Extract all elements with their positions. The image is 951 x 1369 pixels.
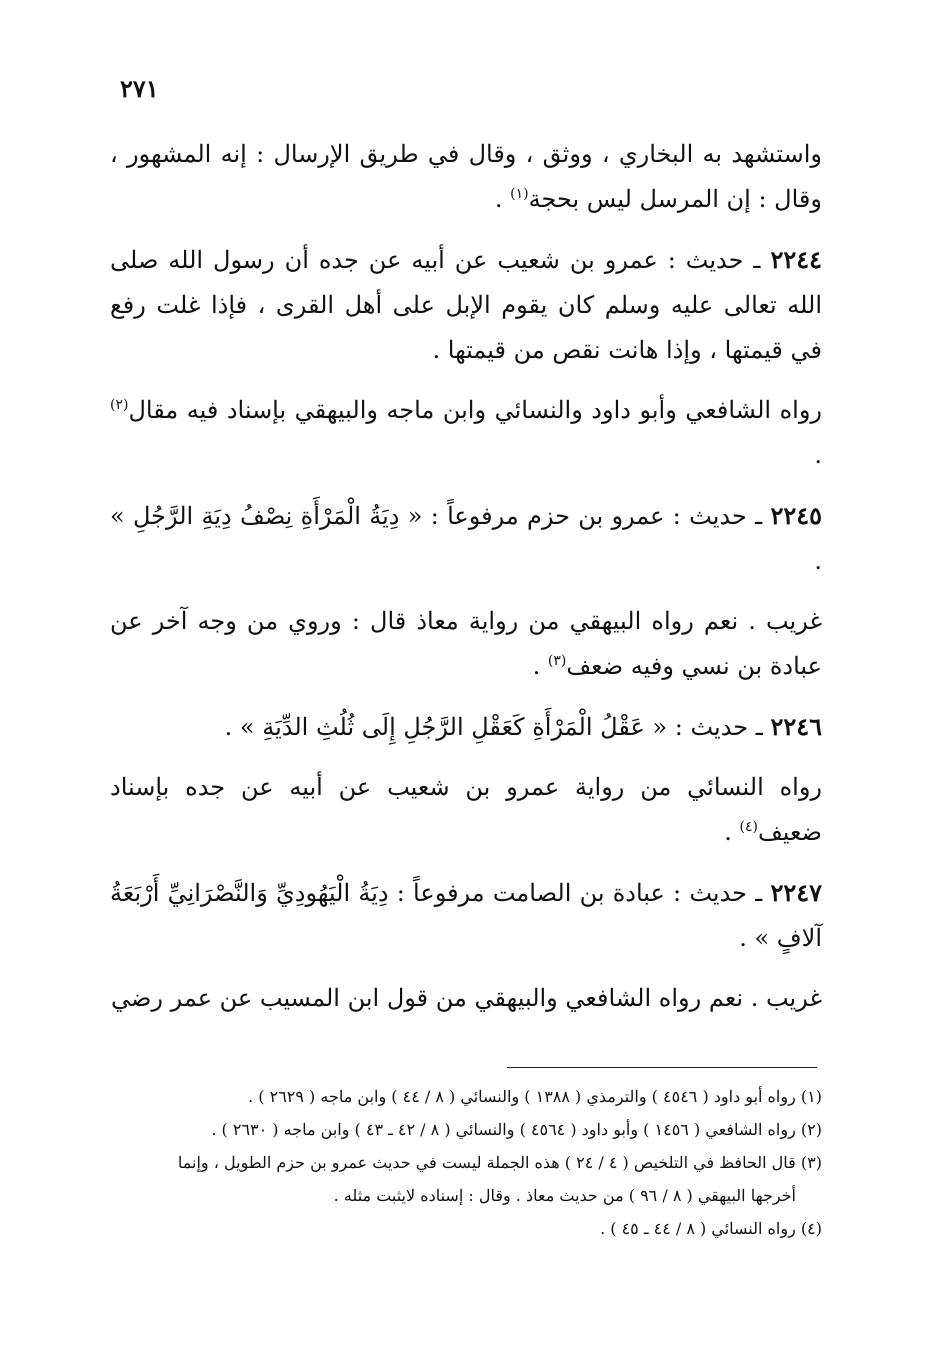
paragraph-text: رواه الشافعي وأبو داود والنسائي وابن ماجه والبيهقي بإسناد فيه مقال [128, 396, 822, 424]
paragraph-text: واستشهد به البخاري ، ووثق ، وقال في طريق الإرسال : إنه المشهور ، وقال : إن المرسل ليس بحجة [110, 140, 822, 213]
footnote-ref: (٣) [547, 653, 567, 669]
paragraph-text: ـ حديث : عمرو بن حزم مرفوعاً : « دِيَةُ الْمَرْأَةِ نِصْفُ دِيَةِ الرَّجُلِ » . [110, 502, 822, 575]
paragraph-commentary [110, 599, 822, 689]
hadith-number: ٢٢٤٧ [770, 878, 822, 907]
paragraph-text: رواه النسائي من رواية عمرو بن شعيب عن أبيه عن جده بإسناد ضعيف [110, 773, 822, 846]
footnote: (٣) قال الحافظ في التلخيص ( ٤ / ٢٤ ) هذه الجملة ليست في حديث عمرو بن حزم الطويل ، وإنما [177, 1153, 822, 1172]
paragraph-text: ـ حديث : عمرو بن شعيب عن أبيه عن جده أن رسول الله صلى الله تعالى عليه وسلم كان يقوم الإبل على أهل القرى ، فإذا غلت رفع في قيمتها ، وإذا هانت نقص من قيمتها . [110, 246, 822, 364]
paragraph-tail: . [814, 441, 822, 469]
paragraph-tail: . [532, 652, 548, 680]
paragraph-commentary [110, 765, 822, 855]
paragraph-text: غريب . نعم رواه البيهقي من رواية معاذ قال : وروي من وجه آخر عن عبادة بن نسي وفيه ضعف [110, 607, 822, 680]
footnote-continuation: أخرجها البيهقي ( ٨ / ٩٦ ) من حديث معاذ . وقال : إسناده لايثبت مثله . [333, 1186, 796, 1205]
footnote: (٢) رواه الشافعي ( ١٤٥٦ ) وأبو داود ( ٤٥٦٤ ) والنسائي ( ٨ / ٤٢ ـ ٤٣ ) وابن ماجه ( ٢٦٣٠ ) . [211, 1120, 822, 1139]
paragraph-text: غريب . نعم رواه الشافعي والبيهقي من قول ابن المسيب عن عمر رضي [110, 984, 822, 1012]
footnotes [110, 1080, 822, 1245]
paragraph-hadith [110, 704, 822, 750]
hadith-number: ٢٢٤٤ [770, 245, 822, 274]
footnote: (١) رواه أبو داود ( ٤٥٤٦ ) والترمذي ( ١٣٨٨ ) والنسائي ( ٨ / ٤٤ ) وابن ماجه ( ٢٦٢٩ ) . [248, 1087, 822, 1106]
paragraph-tail: . [724, 818, 740, 846]
book-page [110, 60, 822, 1350]
paragraph-tail: . [494, 185, 511, 213]
footnote-ref: (١) [510, 186, 529, 202]
paragraph-commentary [110, 132, 822, 222]
paragraph-hadith [110, 870, 822, 961]
footnote: (٤) رواه النسائي ( ٨ / ٤٤ ـ ٤٥ ) . [600, 1219, 822, 1238]
footnote-ref: (٤) [739, 819, 758, 835]
hadith-number: ٢٢٤٥ [770, 501, 822, 530]
main-text [110, 132, 822, 1036]
footnote-ref: (٢) [110, 397, 129, 413]
paragraph-hadith [110, 237, 822, 373]
paragraph-text: ـ حديث : عبادة بن الصامت مرفوعاً : دِيَةُ الْيَهُودِيِّ وَالنَّصْرَانِيِّ أَرْبَعَةُ آلافٍ » . [110, 879, 822, 952]
paragraph-text: ـ حديث : « عَقْلُ الْمَرْأَةِ كَعَقْلِ الرَّجُلِ إِلَى ثُلُثِ الدِّيَةِ » . [224, 713, 771, 741]
hadith-number: ٢٢٤٦ [770, 712, 822, 741]
paragraph-hadith [110, 493, 822, 584]
page-number: ٢٧١ [120, 74, 159, 103]
paragraph-commentary [110, 976, 822, 1021]
paragraph-commentary [110, 388, 822, 478]
footnote-divider [507, 1067, 817, 1068]
